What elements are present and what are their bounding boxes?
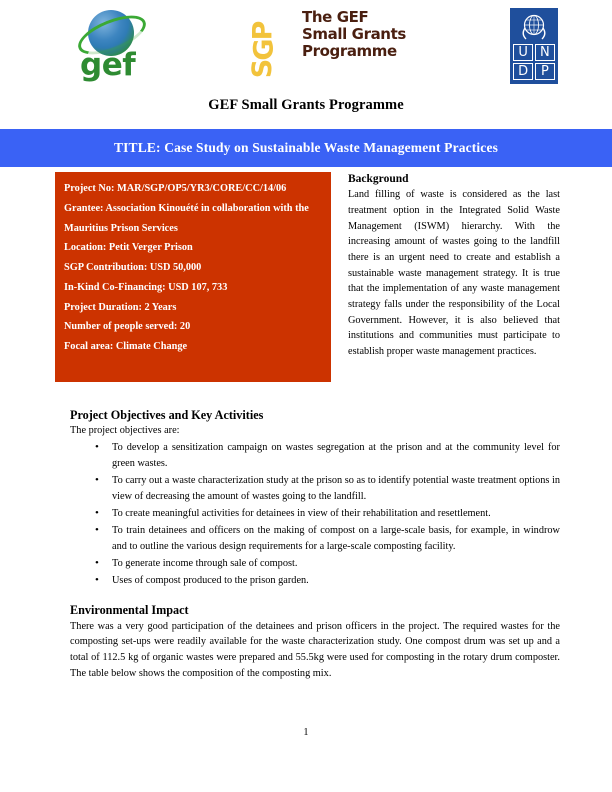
undp-letter-grid xyxy=(513,44,555,80)
project-field-grantee xyxy=(64,199,322,239)
project-info-box xyxy=(55,172,331,382)
project-field-label: Project No: xyxy=(64,183,115,194)
project-field-label: Location xyxy=(64,242,103,254)
project-field-label: Project Duration: xyxy=(64,301,142,313)
document-heading: GEF Small Grants Programme xyxy=(208,97,404,113)
sgp-wordmark-line2: Small Grants xyxy=(302,24,406,43)
project-field-value: MAR/SGP/OP5/YR3/CORE/CC/14/06 xyxy=(114,183,287,194)
project-field-location xyxy=(64,238,322,258)
list-item: • Uses of compost produced to the prison garden. xyxy=(112,573,560,589)
title-band-text: TITLE: Case Study on Sustainable Waste Management Practices xyxy=(114,140,498,155)
objectives-section xyxy=(70,408,560,589)
project-field-focal-area xyxy=(64,337,322,357)
objectives-title: Project Objectives and Key Activities xyxy=(70,408,264,422)
objectives-lead: The project objectives are: xyxy=(70,425,180,436)
sgp-letter-p: P xyxy=(247,20,279,41)
project-field-sgp-contribution xyxy=(64,258,322,278)
undp-letter-u: U xyxy=(513,44,533,61)
body-sections xyxy=(70,408,560,681)
sgp-letter-s: S xyxy=(247,58,279,79)
project-field-value: 20 xyxy=(177,321,191,333)
project-field-value: 2 Years xyxy=(141,301,177,313)
page-number: 1 xyxy=(303,727,309,738)
title-band xyxy=(0,129,612,167)
list-item: • To develop a sensitization campaign on wastes segregation at the prison and at the community level for green wastes. xyxy=(112,440,560,471)
project-field-project-no xyxy=(64,179,322,199)
environmental-impact-section xyxy=(70,603,560,682)
background-body: Land filling of waste is considered as the last treatment option in the Integrated Solid Waste Management (ISWM) hierarchy. With the increasing amount of wastes going to the landfill there is an urgent need to create and establish a sustainable waste management strategy. It is true that the implementation of any waste management strategy falls under the responsibility of the Local Government. However, it is also believed that institutions and communities must participate to establish proper waste management practices. xyxy=(348,189,560,357)
sgp-wordmark xyxy=(302,9,406,59)
project-field-value: USD 107, 733 xyxy=(165,281,228,293)
undp-logo xyxy=(510,8,558,84)
gef-logo xyxy=(68,8,178,86)
gef-wordmark: gef xyxy=(80,47,136,83)
list-item: • To generate income through sale of compost. xyxy=(112,556,560,572)
sgp-wordmark-line3: Programme xyxy=(302,41,397,60)
list-item: • To train detainees and officers on the making of compost on a large-scale basis, for example, in windrow and to outline the various design requirements for a large-scale composting facility. xyxy=(112,523,560,554)
project-field-value: Climate Change xyxy=(113,341,188,353)
project-field-value: : Petit Verger Prison xyxy=(102,242,193,254)
project-field-value: Association Kinouété in collaboration with the Mauritius Prison Services xyxy=(64,202,309,234)
project-field-label: Focal area: xyxy=(64,341,114,353)
sgp-logo xyxy=(247,8,408,79)
logo-strip xyxy=(0,0,612,90)
sgp-letter-g: G xyxy=(248,38,280,61)
sgp-monogram-icon xyxy=(247,9,294,79)
project-field-value: : USD 50,000 xyxy=(143,262,202,274)
project-field-label: In-Kind Co-Financing: xyxy=(64,281,166,293)
project-field-project-duration xyxy=(64,298,322,318)
background-section xyxy=(348,172,560,359)
environmental-impact-body: There was a very good participation of the detainees and prison officers in the project. The required wastes for the composting set-ups were readily available for the waste characterization study. One compost drum was set up and a total of 112.5 kg of organic wastes were prepared and 55.5kg were used for composting in the rotary drum composter. The table below shows the composition of the composting mix. xyxy=(70,620,560,679)
list-item: • To create meaningful activities for detainees in view of their rehabilitation and resettlement. xyxy=(112,506,560,522)
un-emblem-icon xyxy=(517,12,551,42)
undp-letter-d: D xyxy=(513,63,533,80)
background-title: Background xyxy=(348,173,409,185)
objectives-list xyxy=(70,440,560,588)
project-field-label: SGP Contribution xyxy=(64,262,144,274)
project-field-label: Number of people served: xyxy=(64,321,178,333)
sgp-wordmark-line1: The GEF xyxy=(302,8,369,26)
list-item: • To carry out a waste characterization study at the prison so as to identify potential waste treatment options in view of decreasing the amount of wastes going to the landfill. xyxy=(112,473,560,504)
project-field-people-served xyxy=(64,317,322,337)
project-field-label: Grantee: xyxy=(64,202,104,214)
environmental-impact-title: Environmental Impact xyxy=(70,602,189,617)
undp-letter-p: P xyxy=(535,63,555,80)
undp-letter-n: N xyxy=(535,44,555,61)
project-field-in-kind-co-financing xyxy=(64,278,322,298)
